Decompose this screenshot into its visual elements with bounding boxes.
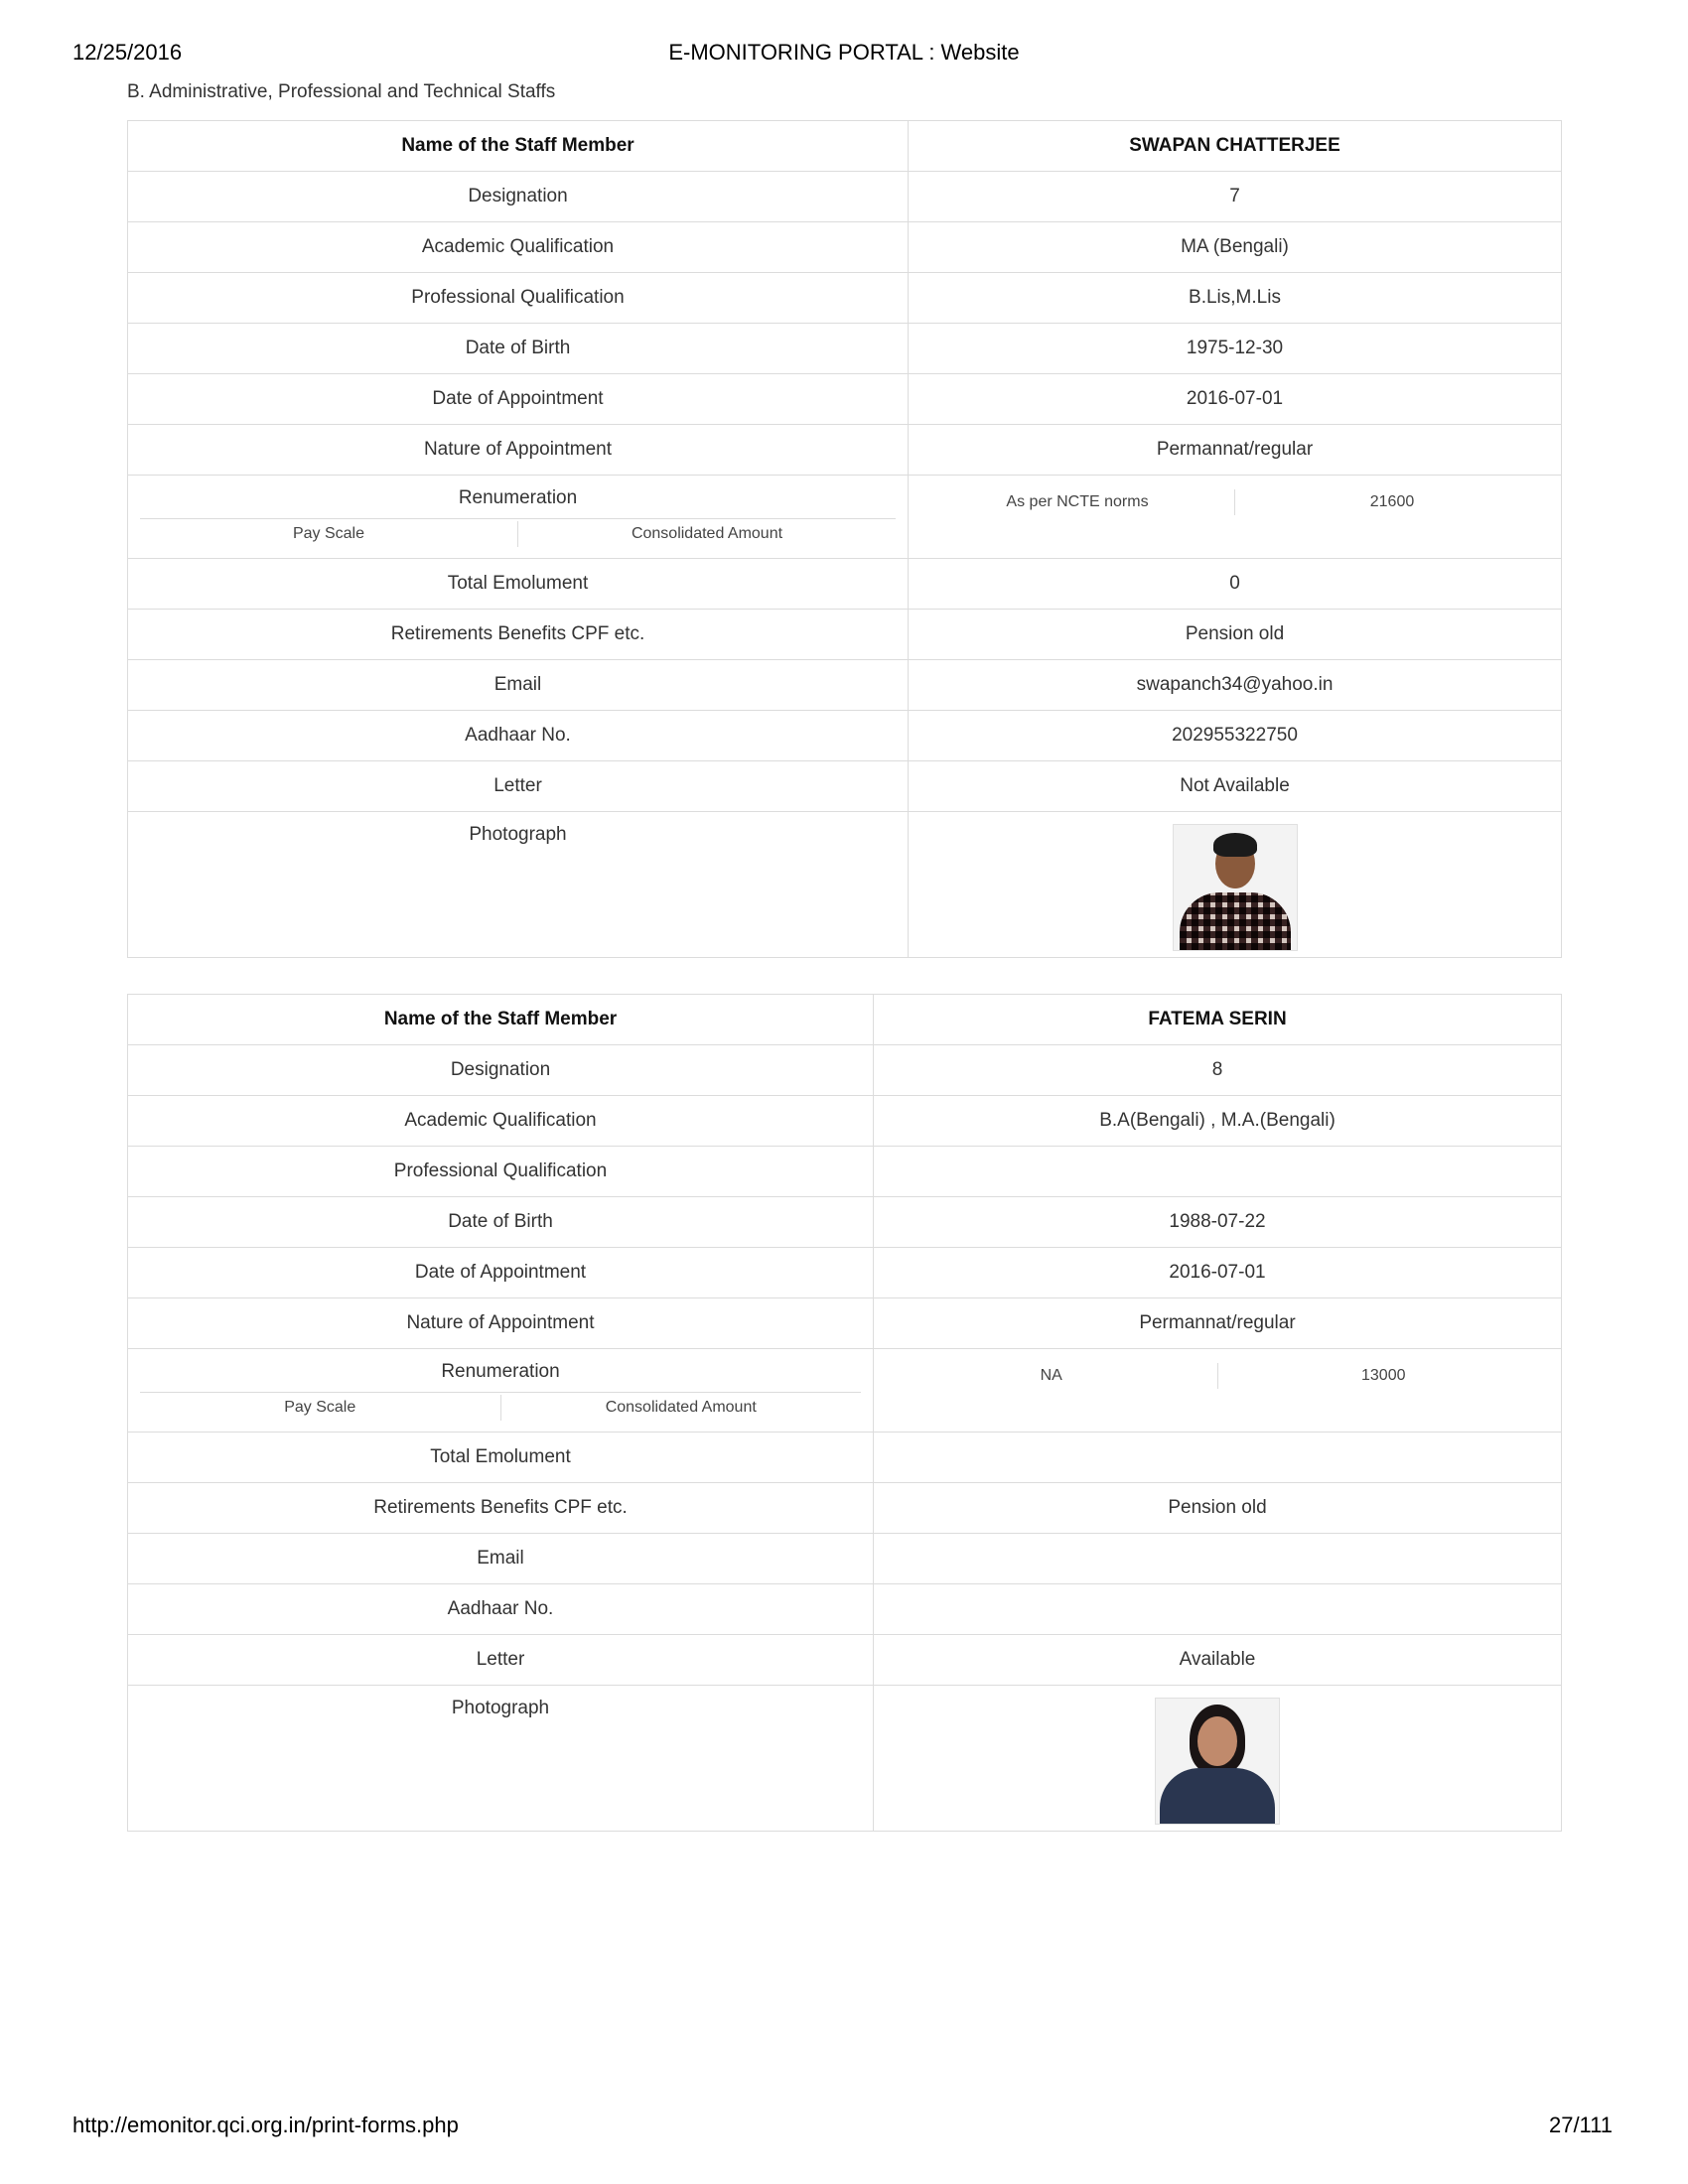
table-row xyxy=(128,559,1562,610)
table-row xyxy=(128,1686,1562,1832)
professional-value: B.Lis,M.Lis xyxy=(909,273,1562,324)
photograph-label: Photograph xyxy=(128,812,909,958)
staff-name: SWAPAN CHATTERJEE xyxy=(909,121,1562,172)
aadhaar-label: Aadhaar No. xyxy=(128,711,909,761)
doa-label: Date of Appointment xyxy=(128,374,909,425)
dob-label: Date of Birth xyxy=(128,1197,874,1248)
retirement-label: Retirements Benefits CPF etc. xyxy=(128,610,909,660)
letter-label: Letter xyxy=(128,1635,874,1686)
academic-label: Academic Qualification xyxy=(128,222,909,273)
total-emolument-label: Total Emolument xyxy=(128,1433,874,1483)
consolidated-value: 21600 xyxy=(1234,489,1549,515)
table-row xyxy=(128,1298,1562,1349)
professional-label: Professional Qualification xyxy=(128,273,909,324)
email-label: Email xyxy=(128,660,909,711)
doa-value: 2016-07-01 xyxy=(909,374,1562,425)
renumeration-value-cell xyxy=(909,476,1562,559)
retirement-value: Pension old xyxy=(874,1483,1562,1534)
table-row xyxy=(128,1045,1562,1096)
letter-value: Available xyxy=(874,1635,1562,1686)
academic-label: Academic Qualification xyxy=(128,1096,874,1147)
staff-table-2 xyxy=(127,994,1562,1832)
staff-table-1 xyxy=(127,120,1562,958)
retirement-value: Pension old xyxy=(909,610,1562,660)
nature-value: Permannat/regular xyxy=(909,425,1562,476)
email-value xyxy=(874,1534,1562,1584)
section-title: B. Administrative, Professional and Technical Staffs xyxy=(127,81,556,102)
aadhaar-label: Aadhaar No. xyxy=(128,1584,874,1635)
total-emolument-label: Total Emolument xyxy=(128,559,909,610)
name-label: Name of the Staff Member xyxy=(128,995,874,1045)
page-number: 27/111 xyxy=(1548,2113,1613,2137)
table-row xyxy=(128,425,1562,476)
table-row xyxy=(128,1147,1562,1197)
total-emolument-value: 0 xyxy=(909,559,1562,610)
table-row xyxy=(128,995,1562,1045)
table-row xyxy=(128,1349,1562,1433)
table-row xyxy=(128,761,1562,812)
designation-label: Designation xyxy=(128,1045,874,1096)
table-row xyxy=(128,812,1562,958)
consolidated-label: Consolidated Amount xyxy=(500,1395,862,1421)
doa-value: 2016-07-01 xyxy=(874,1248,1562,1298)
nature-value: Permannat/regular xyxy=(874,1298,1562,1349)
pay-scale-label: Pay Scale xyxy=(284,1399,356,1416)
dob-value: 1975-12-30 xyxy=(909,324,1562,374)
email-value: swapanch34@yahoo.in xyxy=(909,660,1562,711)
renumeration-label-cell xyxy=(128,1349,874,1433)
staff-photo xyxy=(1155,1698,1280,1825)
consolidated-value: 13000 xyxy=(1217,1363,1550,1389)
academic-value: MA (Bengali) xyxy=(909,222,1562,273)
photograph-cell xyxy=(909,812,1562,958)
table-row xyxy=(128,1197,1562,1248)
table-row xyxy=(128,711,1562,761)
table-row xyxy=(128,121,1562,172)
consolidated-label: Consolidated Amount xyxy=(517,521,896,547)
photograph-label: Photograph xyxy=(128,1686,874,1832)
staff-name: FATEMA SERIN xyxy=(874,995,1562,1045)
total-emolument-value xyxy=(874,1433,1562,1483)
print-date: 12/25/2016 xyxy=(72,40,183,65)
footer-url: http://emonitor.qci.org.in/print-forms.php xyxy=(72,2113,459,2137)
table-row xyxy=(128,222,1562,273)
table-row xyxy=(128,476,1562,559)
professional-label: Professional Qualification xyxy=(128,1147,874,1197)
table-row xyxy=(128,1096,1562,1147)
letter-value: Not Available xyxy=(909,761,1562,812)
academic-value: B.A(Bengali) , M.A.(Bengali) xyxy=(874,1096,1562,1147)
renumeration-label: Renumeration xyxy=(458,487,578,508)
nature-label: Nature of Appointment xyxy=(128,1298,874,1349)
table-row xyxy=(128,324,1562,374)
table-row xyxy=(128,1248,1562,1298)
dob-label: Date of Birth xyxy=(128,324,909,374)
page-title: E-MONITORING PORTAL : Website xyxy=(668,40,1020,65)
professional-value xyxy=(874,1147,1562,1197)
renumeration-value-cell xyxy=(874,1349,1562,1433)
pay-scale-value: As per NCTE norms xyxy=(1006,493,1149,510)
designation-label: Designation xyxy=(128,172,909,222)
table-row xyxy=(128,1483,1562,1534)
table-row xyxy=(128,1534,1562,1584)
staff-photo xyxy=(1173,824,1298,951)
dob-value: 1988-07-22 xyxy=(874,1197,1562,1248)
photograph-cell xyxy=(874,1686,1562,1832)
aadhaar-value: 202955322750 xyxy=(909,711,1562,761)
table-row xyxy=(128,172,1562,222)
name-label: Name of the Staff Member xyxy=(128,121,909,172)
retirement-label: Retirements Benefits CPF etc. xyxy=(128,1483,874,1534)
table-row xyxy=(128,1635,1562,1686)
doa-label: Date of Appointment xyxy=(128,1248,874,1298)
table-row xyxy=(128,1584,1562,1635)
designation-value: 8 xyxy=(874,1045,1562,1096)
renumeration-label-cell xyxy=(128,476,909,559)
table-row xyxy=(128,660,1562,711)
pay-scale-value: NA xyxy=(1040,1367,1062,1384)
table-row xyxy=(128,1433,1562,1483)
table-row xyxy=(128,374,1562,425)
designation-value: 7 xyxy=(909,172,1562,222)
nature-label: Nature of Appointment xyxy=(128,425,909,476)
email-label: Email xyxy=(128,1534,874,1584)
pay-scale-label: Pay Scale xyxy=(292,525,365,542)
aadhaar-value xyxy=(874,1584,1562,1635)
table-row xyxy=(128,273,1562,324)
renumeration-label: Renumeration xyxy=(441,1361,560,1382)
letter-label: Letter xyxy=(128,761,909,812)
table-row xyxy=(128,610,1562,660)
